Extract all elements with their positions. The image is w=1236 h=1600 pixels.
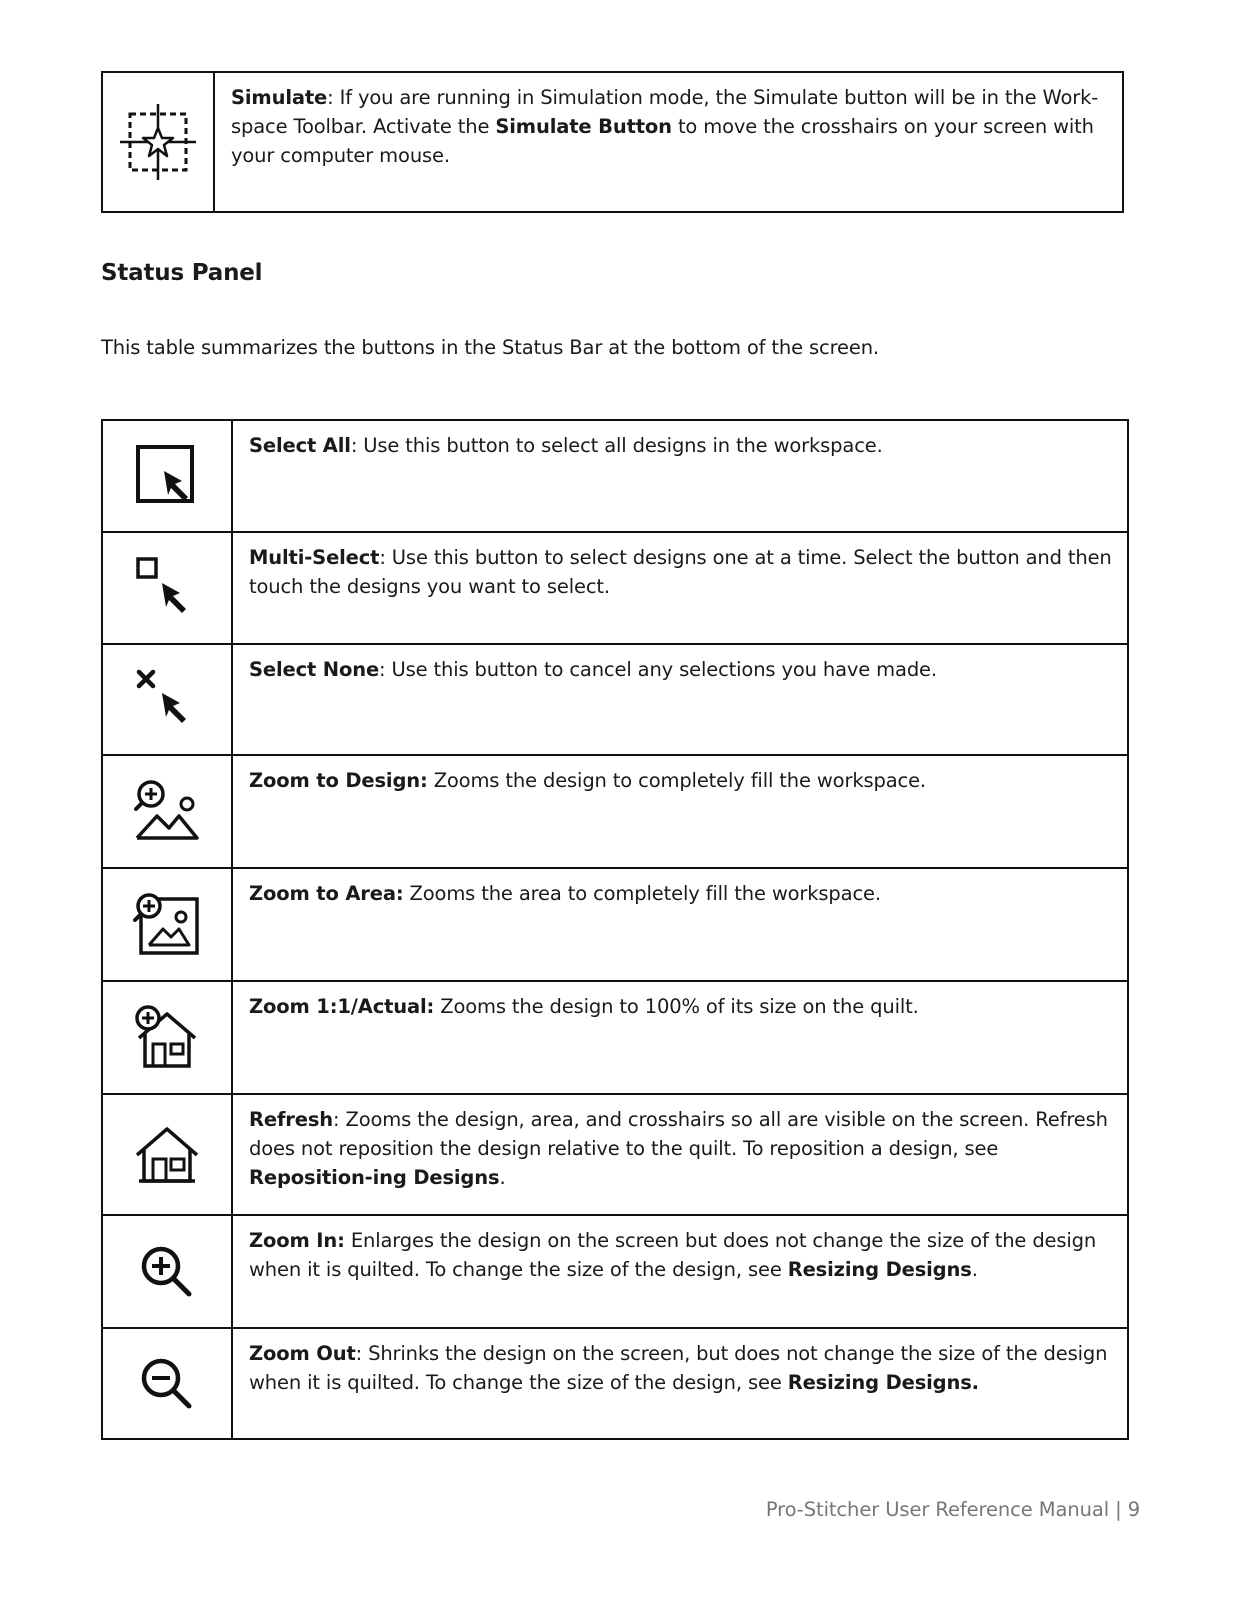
table-row	[102, 644, 1128, 755]
section-heading: Status Panel	[101, 260, 263, 286]
description-cell	[232, 644, 1128, 755]
table-row	[102, 755, 1128, 868]
status-panel-table	[101, 419, 1129, 1440]
icon-cell	[102, 644, 232, 755]
term-label: Select All	[249, 434, 351, 457]
zoom-out-icon	[137, 1373, 197, 1392]
term-label: Zoom In:	[249, 1229, 345, 1252]
page-footer: Pro-Stitcher User Reference Manual | 9	[765, 1498, 1140, 1521]
table-row	[102, 1328, 1128, 1439]
description-text: : Use this button to select designs one at a time. Select the button and then touch the designs you want to select.	[249, 546, 1112, 598]
zoom-in-icon	[137, 1261, 197, 1280]
table-row	[102, 72, 1123, 212]
description-cell	[232, 868, 1128, 981]
description-text: Zooms the design to 100% of its size on the quilt.	[434, 995, 919, 1018]
zoom-to-area-icon	[131, 914, 203, 933]
table-row	[102, 1094, 1128, 1215]
description-cell	[232, 1094, 1128, 1215]
description-text: : Zooms the design, area, and crosshairs so all are visible on the screen. Refresh does not reposition the design relative to the quilt. To reposition a design, see	[249, 1108, 1108, 1160]
simulate-crosshair-icon	[118, 132, 198, 151]
simulate-table	[101, 71, 1124, 213]
description-cell	[232, 532, 1128, 644]
icon-cell	[102, 1328, 232, 1439]
icon-cell	[102, 532, 232, 644]
description-text: Zooms the design to completely fill the workspace.	[427, 769, 926, 792]
term-label: Zoom 1:1/Actual:	[249, 995, 435, 1018]
icon-cell	[102, 420, 232, 532]
icon-cell	[102, 1094, 232, 1215]
description-text: Enlarges the design on the screen but does not change the size of the design when it is quilted. To change the size of the design, see	[249, 1229, 1097, 1281]
description-cell	[232, 1328, 1128, 1439]
table-row	[102, 981, 1128, 1094]
table-row	[102, 420, 1128, 532]
icon-cell	[102, 981, 232, 1094]
description-text: .	[971, 1258, 978, 1281]
table-row	[102, 1215, 1128, 1328]
description-text: .	[499, 1166, 506, 1189]
reference-text: Resizing Designs	[787, 1258, 972, 1281]
table-row	[102, 868, 1128, 981]
description-cell	[232, 420, 1128, 532]
icon-cell	[102, 755, 232, 868]
description-cell	[232, 981, 1128, 1094]
term-label: Select None	[249, 658, 380, 681]
icon-cell	[102, 868, 232, 981]
description-cell	[232, 755, 1128, 868]
term-label: Multi-Select	[249, 546, 380, 569]
description-text: : Use this button to cancel any selections you have made.	[379, 658, 937, 681]
icon-cell	[102, 72, 214, 212]
zoom-actual-icon	[131, 1027, 203, 1046]
select-none-icon	[132, 689, 202, 708]
term-label: Zoom to Design:	[249, 769, 428, 792]
refresh-home-icon	[131, 1144, 203, 1163]
term-label: Zoom to Area:	[249, 882, 404, 905]
reference-text: Reposition-ing Designs	[249, 1166, 500, 1189]
term-label: Refresh	[249, 1108, 334, 1131]
zoom-to-design-icon	[131, 801, 203, 820]
description-cell	[214, 72, 1123, 212]
description-text: : If you are running in Simulation mode, the Simulate button will be in the Work-space Toolbar. Activate the	[231, 86, 1099, 138]
term-label: Zoom Out	[249, 1342, 356, 1365]
intro-text: This table summarizes the buttons in the Status Bar at the bottom of the screen.	[101, 336, 879, 359]
description-cell	[232, 1215, 1128, 1328]
description-text: : Use this button to select all designs in the workspace.	[350, 434, 883, 457]
term-label: Simulate	[231, 86, 328, 109]
multi-select-icon	[132, 578, 202, 597]
reference-text: Simulate Button	[495, 115, 672, 138]
description-text: to move the crosshairs on your screen with your computer mouse.	[231, 115, 1094, 167]
description-text: Zooms the area to completely fill the workspace.	[403, 882, 881, 905]
table-row	[102, 532, 1128, 644]
description-text: : Shrinks the design on the screen, but does not change the size of the design when it is quilted. To change the size of the design, see	[249, 1342, 1108, 1394]
reference-text: Resizing Designs.	[787, 1371, 979, 1394]
select-all-icon	[132, 466, 202, 485]
icon-cell	[102, 1215, 232, 1328]
